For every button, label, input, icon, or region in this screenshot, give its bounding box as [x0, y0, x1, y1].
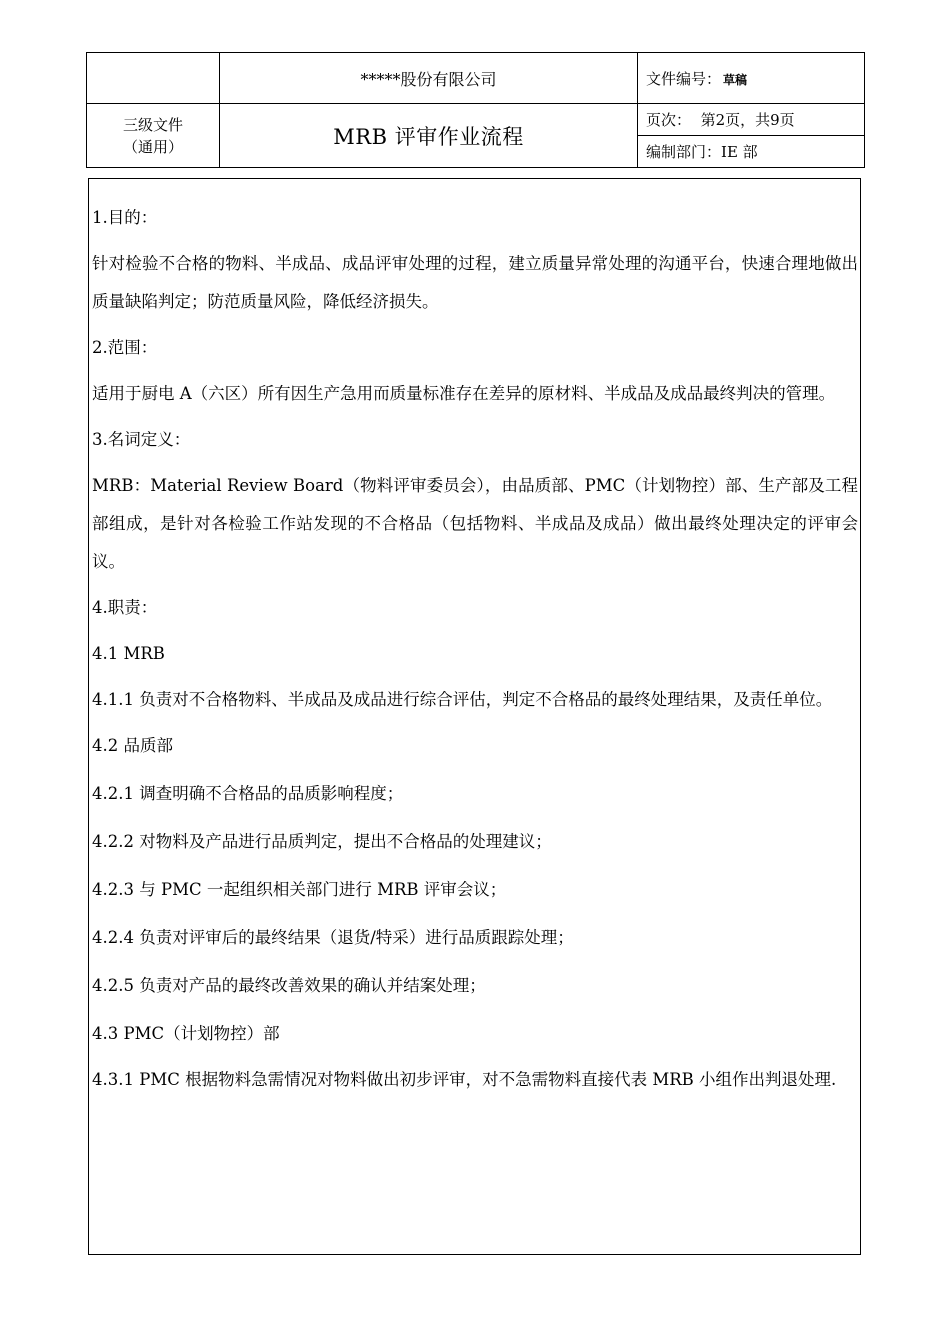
section-heading-definitions: 3.名词定义： [92, 430, 191, 449]
section-heading-scope: 2.范围： [92, 338, 158, 357]
section-heading-purpose: 1.目的： [92, 208, 158, 227]
page-label: 页次： [646, 111, 692, 129]
item-4-2-3: 4.2.3 与 PMC 一起组织相关部门进行 MRB 评审会议； [92, 880, 507, 899]
definitions-paragraph: MRB：Material Review Board（物料评审委员会），由品质部、PMC（计划物控）部、生产部及工程部组成，是针对各检验工作站发现的不合格品（包括物料、半成品及成品）做出最终处理决定的评审会议。 [92, 476, 858, 571]
dept-value: IE 部 [721, 143, 758, 161]
document-header-table [86, 52, 865, 168]
item-4-1-1: 4.1.1 负责对不合格物料、半成品及成品进行综合评估，判定不合格品的最终处理结果，及责任单位。 [92, 690, 833, 709]
doc-level-line1: 三级文件 [122, 115, 183, 134]
doc-number-cell [638, 53, 865, 104]
doc-title: MRB 评审作业流程 [220, 104, 638, 168]
item-4-3-1: 4.3.1 PMC 根据物料急需情况对物料做出初步评审，对不急需物料直接代表 MRB 小组作出判退处理. [92, 1070, 837, 1089]
item-4-2-1: 4.2.1 调查明确不合格品的品质影响程度； [92, 784, 404, 803]
company-name: *****股份有限公司 [220, 53, 638, 104]
doc-number-label: 文件编号： [646, 69, 722, 88]
item-4-2-5: 4.2.5 负责对产品的最终改善效果的确认并结案处理； [92, 976, 486, 995]
doc-level-line2: （通用） [122, 137, 183, 156]
header-blank-cell [87, 53, 220, 104]
page-count-cell [638, 104, 865, 136]
section-heading-responsibilities: 4.职责： [92, 598, 158, 617]
subsection-quality: 4.2 品质部 [92, 736, 173, 755]
doc-number-value: 草稿 [723, 72, 748, 87]
item-4-2-2: 4.2.2 对物料及产品进行品质判定，提出不合格品的处理建议； [92, 832, 552, 851]
doc-level-cell [87, 104, 220, 168]
page-value: 第2页，共9页 [700, 111, 795, 129]
document-content [92, 195, 858, 1103]
purpose-paragraph: 针对检验不合格的物料、半成品、成品评审处理的过程，建立质量异常处理的沟通平台，快速合理地做出质量缺陷判定；防范质量风险，降低经济损失。 [92, 254, 858, 311]
dept-cell [638, 136, 865, 168]
subsection-pmc: 4.3 PMC（计划物控）部 [92, 1024, 280, 1043]
subsection-mrb: 4.1 MRB [92, 644, 165, 663]
scope-paragraph: 适用于厨电 A（六区）所有因生产急用而质量标准存在差异的原材料、半成品及成品最终判决的管理。 [92, 384, 836, 403]
dept-label: 编制部门： [646, 143, 722, 161]
document-body-box [88, 178, 861, 1255]
item-4-2-4: 4.2.4 负责对评审后的最终结果（退货/特采）进行品质跟踪处理； [92, 928, 574, 947]
